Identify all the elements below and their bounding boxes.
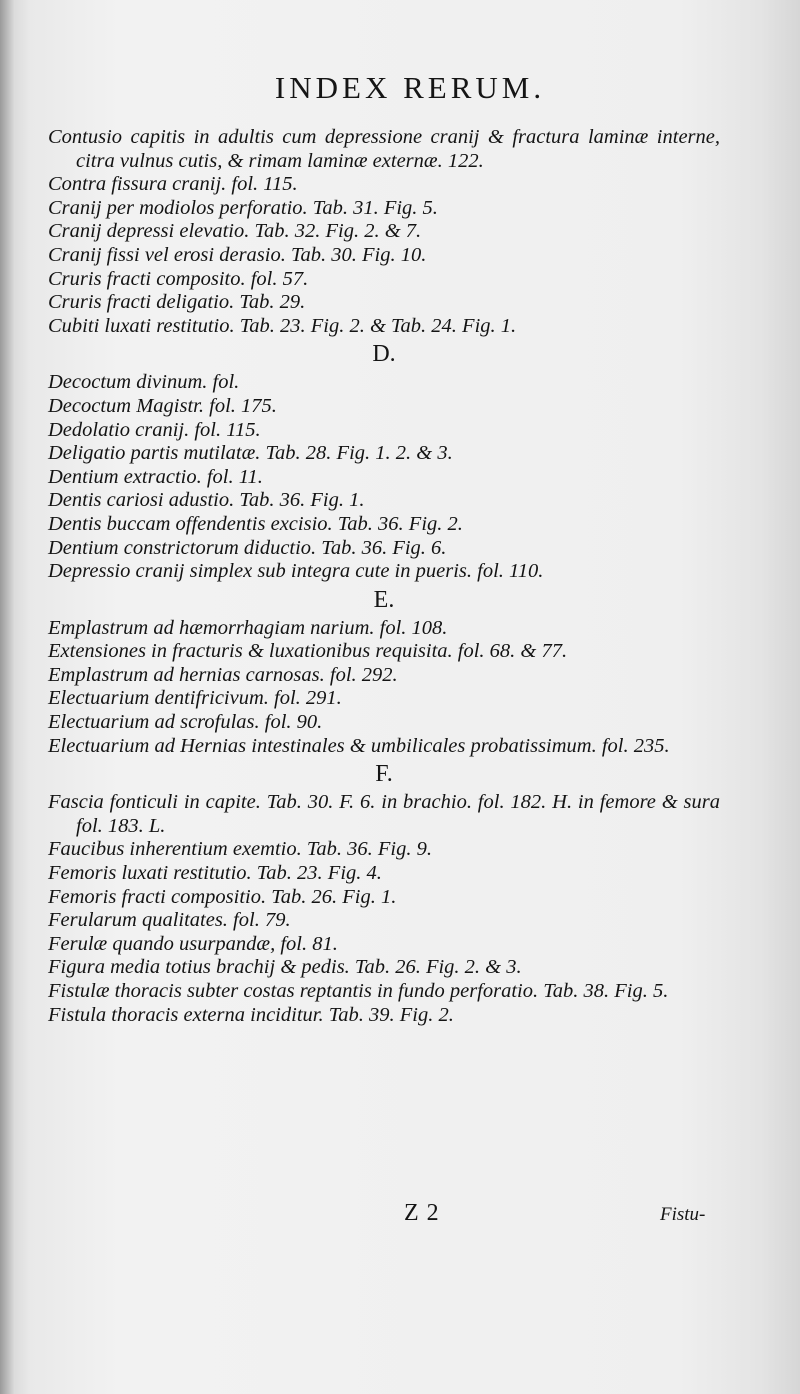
index-entry: Figura media totius brachij & pedis. Tab. 26. Fig. 2. & 3.: [48, 956, 522, 979]
index-entry: Emplastrum ad hæmorrhagiam narium. fol. 108.: [48, 616, 448, 639]
index-entry: Cubiti luxati restitutio. Tab. 23. Fig. 2. & Tab. 24. Fig. 1.: [48, 314, 517, 337]
index-entry: Cranij fissi vel erosi derasio. Tab. 30. Fig. 10.: [48, 243, 427, 266]
index-entry: Cruris fracti composito. fol. 57.: [48, 267, 309, 290]
index-entry: Extensiones in fracturis & luxationibus requisita. fol. 68. & 77.: [48, 640, 568, 663]
running-head: INDEX RERUM.: [274, 70, 546, 105]
index-entry: Electuarium ad Hernias intestinales & umbilicales probatissimum. fol. 235.: [48, 734, 670, 757]
index-entry: Electuarium ad scrofulas. fol. 90.: [48, 711, 323, 734]
index-entry: Cruris fracti deligatio. Tab. 29.: [48, 291, 306, 314]
catchword: Fistu-: [660, 1204, 706, 1225]
index-entry: Femoris luxati restitutio. Tab. 23. Fig. 4.: [48, 862, 382, 885]
index-entry: Dentis buccam offendentis excisio. Tab. 36. Fig. 2.: [48, 512, 463, 535]
index-entry: Fistulæ thoracis subter costas reptantis in fundo perforatio. Tab. 38. Fig. 5.: [48, 980, 669, 1002]
letter-heading-e: E.: [373, 586, 395, 613]
index-entry: Contusio capitis in adultis cum depressione cranij & fractura laminæ interne, citra vulnus cutis, & rimam laminæ externæ. 122.: [48, 126, 720, 172]
index-entry: Deligatio partis mutilatæ. Tab. 28. Fig. 1. 2. & 3.: [48, 442, 453, 465]
index-entry: Faucibus inherentium exemtio. Tab. 36. Fig. 9.: [48, 838, 432, 861]
index-entries-list: [48, 126, 720, 1027]
index-entry: Electuarium dentifricivum. fol. 291.: [48, 687, 342, 710]
index-entry: Dentium constrictorum diductio. Tab. 36. Fig. 6.: [48, 536, 447, 559]
index-entry: Femoris fracti compositio. Tab. 26. Fig. 1.: [48, 885, 397, 908]
index-entry: Emplastrum ad hernias carnosas. fol. 292.: [48, 663, 398, 686]
index-entry: Cranij per modiolos perforatio. Tab. 31. Fig. 5.: [48, 196, 438, 219]
letter-heading-f: F.: [375, 761, 393, 788]
index-entry: Fascia fonticuli in capite. Tab. 30. F. 6. in brachio. fol. 182. H. in femore & sura fol. 183. L.: [48, 791, 720, 837]
signature-mark: Z 2: [404, 1200, 440, 1226]
letter-heading-d: D.: [372, 341, 396, 368]
index-entry: Ferulæ quando usurpandæ, fol. 81.: [48, 932, 338, 955]
index-entry: Decoctum divinum. fol.: [48, 371, 240, 394]
index-entry: Dentis cariosi adustio. Tab. 36. Fig. 1.: [48, 489, 365, 512]
index-entry: Cranij depressi elevatio. Tab. 32. Fig. 2. & 7.: [48, 220, 422, 243]
index-entry: Dedolatio cranij. fol. 115.: [48, 418, 261, 441]
page-gutter-shadow: [0, 0, 14, 1394]
index-entry: Ferularum qualitates. fol. 79.: [48, 909, 291, 932]
index-entry: Decoctum Magistr. fol. 175.: [48, 394, 277, 417]
index-entry: Fistula thoracis externa inciditur. Tab. 39. Fig. 2.: [48, 1003, 454, 1026]
index-entry: Depressio cranij simplex sub integra cute in pueris. fol. 110.: [48, 560, 544, 583]
index-entry: Dentium extractio. fol. 11.: [48, 465, 263, 488]
index-entry: Contra fissura cranij. fol. 115.: [48, 173, 298, 196]
